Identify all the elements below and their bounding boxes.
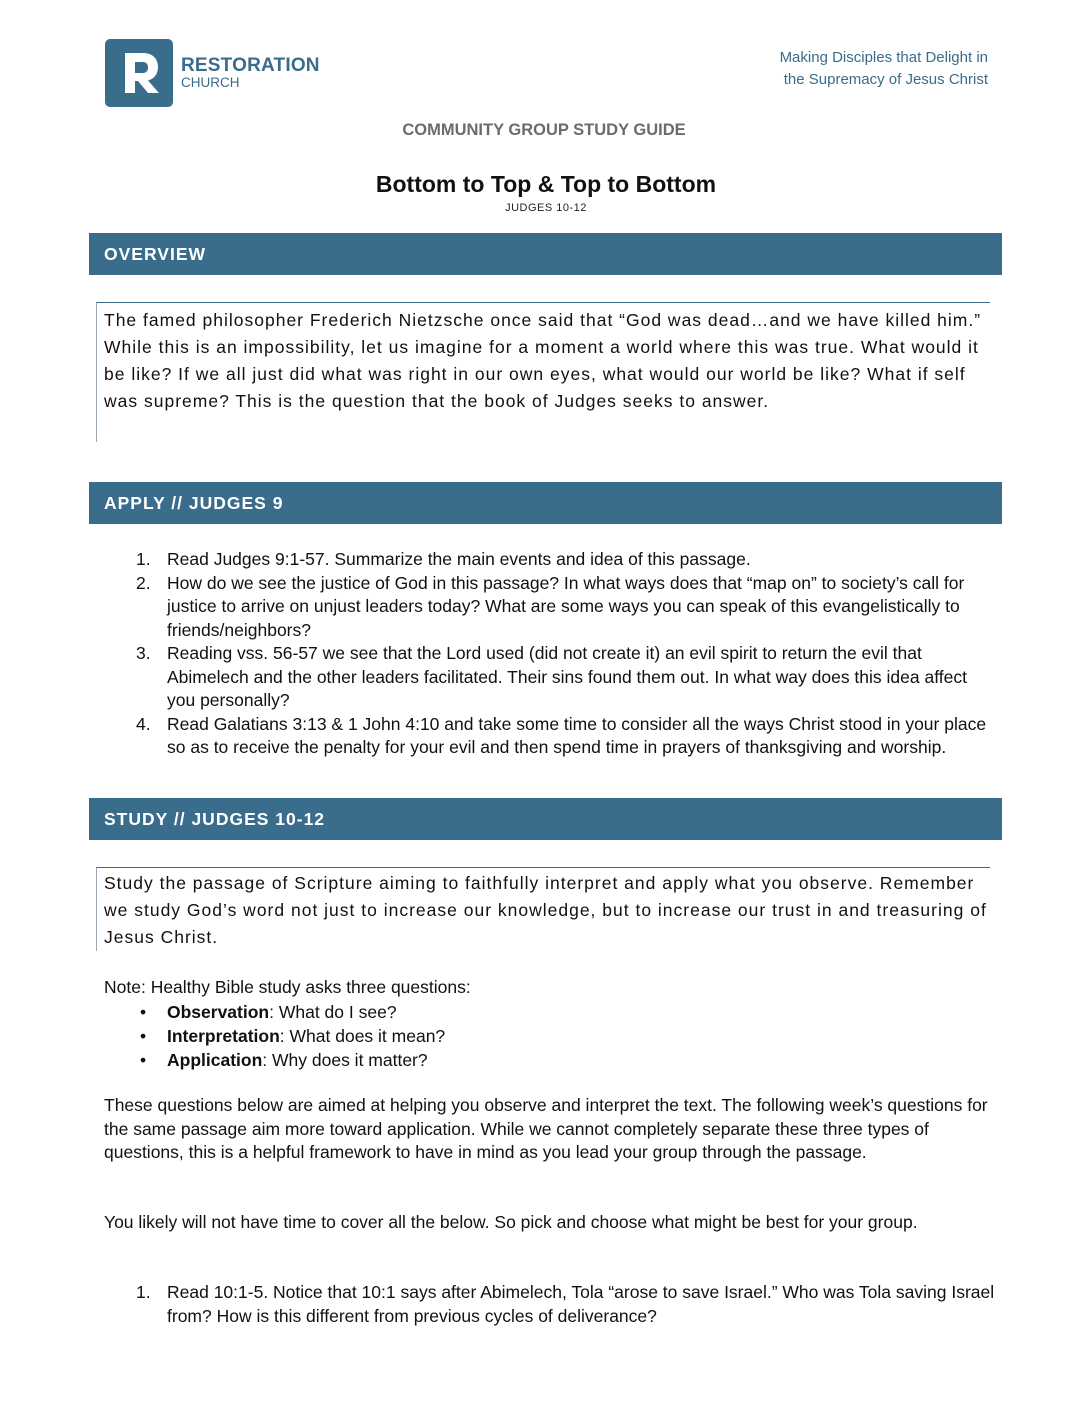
- apply-question: 4. Read Galatians 3:13 & 1 John 4:10 and take some time to consider all the ways Christ stood in your place so as to receive the penalty for your evil and then spend time in prayers of thanksgiving and worship.: [136, 713, 987, 757]
- logo-name: RESTORATION: [181, 55, 320, 77]
- logo-subname: CHURCH: [181, 75, 240, 91]
- guide-title: COMMUNITY GROUP STUDY GUIDE: [402, 121, 686, 139]
- tagline-line-1: Making Disciples that Delight in: [779, 49, 988, 66]
- study-note: Note: Healthy Bible study asks three questions:: [104, 977, 471, 997]
- logo-r-icon: [105, 39, 173, 107]
- study-question-types: [140, 1000, 445, 1072]
- study-question: 1. Read 10:1-5. Notice that 10:1 says after Abimelech, Tola “arose to save Israel.” Who was Tola saving Israel from? How is this different from previous cycles of deliverance?: [136, 1282, 995, 1326]
- list-item: • Application: Why does it matter?: [140, 1050, 428, 1070]
- study-paragraph-1: These questions below are aimed at helping you observe and interpret the text. The following week’s questions for the same passage aim more toward application. While we cannot completely separate these three types of questions, this is a helpful framework to have in mind as you lead your group through the passage.: [104, 1095, 988, 1162]
- apply-heading: APPLY // JUDGES 9: [89, 482, 1002, 524]
- overview-heading: OVERVIEW: [89, 233, 1002, 275]
- bullet-icon: •: [140, 1050, 147, 1070]
- church-logo: [105, 39, 320, 107]
- apply-question-list: [136, 548, 996, 760]
- page-title: Bottom to Top & Top to Bottom: [375, 171, 717, 197]
- overview-text: The famed philosopher Frederich Nietzsche once said that “God was dead…and we have killed him.” While this is an impossibility, let us imagine for a moment a world where this was true. What would it be like? If we all just did what was right in our own eyes, what would our world be like? What if self was supreme? This is the question that the book of Judges seeks to answer.: [96, 302, 990, 442]
- study-heading: STUDY // JUDGES 10-12: [89, 798, 1002, 840]
- study-intro: Study the passage of Scripture aiming to faithfully interpret and apply what you observe. Remember we study God’s word not just to increase our knowledge, but to increase our trust in and treasuring of Jesus Christ.: [96, 867, 990, 951]
- list-item: • Observation: What do I see?: [140, 1002, 397, 1022]
- apply-question: 1. Read Judges 9:1-57. Summarize the main events and idea of this passage.: [136, 549, 751, 569]
- bullet-icon: •: [140, 1002, 147, 1022]
- apply-question: 2. How do we see the justice of God in this passage? In what ways does that “map on” to society’s call for justice to arrive on unjust leaders today? What are some ways you can speak of this evangelistically to friends/neighbors?: [136, 572, 965, 640]
- study-paragraph-2: You likely will not have time to cover all the below. So pick and choose what might be best for your group.: [104, 1212, 918, 1232]
- bullet-icon: •: [140, 1026, 147, 1046]
- tagline: [780, 47, 988, 91]
- study-question-list: [136, 1281, 996, 1328]
- apply-question: 3. Reading vss. 56-57 we see that the Lord used (did not create it) an evil spirit to return the evil that Abimelech and the other leaders facilitated. Their sins found them out. In what way does this idea affect you personally?: [136, 643, 967, 710]
- page-subtitle: JUDGES 10-12: [505, 202, 587, 214]
- tagline-line-2: the Supremacy of Jesus Christ: [783, 71, 988, 88]
- list-item: • Interpretation: What does it mean?: [140, 1026, 446, 1046]
